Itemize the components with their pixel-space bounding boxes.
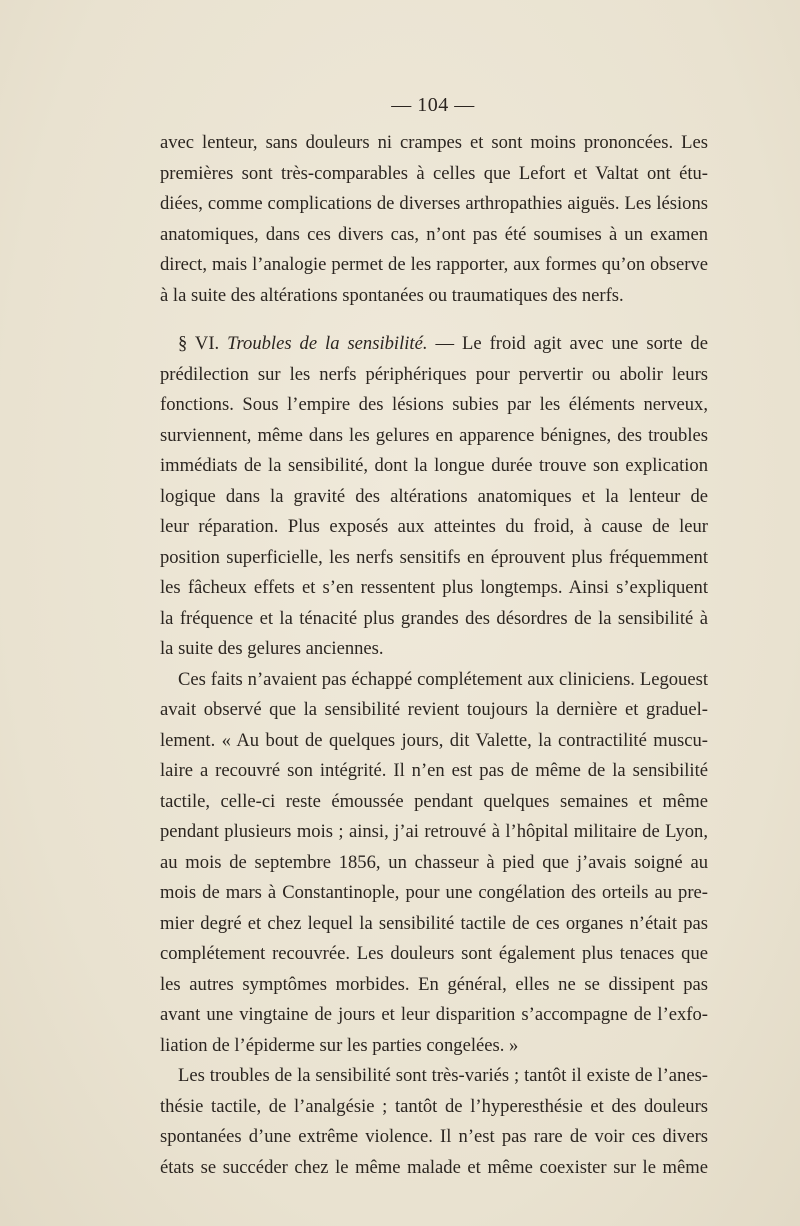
text-line: la fréquence et la ténacité plus grandes des désordres de la sensibilité à — [160, 607, 708, 629]
paragraph-4 — [160, 1061, 708, 1183]
text-line: pendant plusieurs mois ; ainsi, j’ai retrouvé à l’hôpital militaire de Lyon, — [160, 821, 708, 842]
paragraph-2 — [160, 329, 708, 665]
text-line: spontanées d’une extrême violence. Il n’est pas rare de voir ces divers — [160, 1126, 708, 1147]
section-heading-line — [160, 329, 708, 360]
body-text — [160, 128, 708, 1183]
text-line: thésie tactile, de l’analgésie ; tantôt de l’hyperesthésie et des douleurs — [160, 1095, 708, 1117]
text-line: complétement recouvrée. Les douleurs sont également plus tenaces que — [160, 943, 708, 964]
text-line: mier degré et chez lequel la sensibilité tactile de ces organes n’était pas — [160, 912, 708, 934]
text-line: Les troubles de la sensibilité sont très-variés ; tantôt il existe de l’anes- — [178, 1065, 708, 1086]
text-line: les autres symptômes morbides. En général, elles ne se dissipent pas — [160, 973, 708, 995]
text-line: avant une vingtaine de jours et leur disparition s’accompagne de l’exfo- — [160, 1004, 708, 1025]
text-line: au mois de septembre 1856, un chasseur à pied que j’avais soigné au — [160, 851, 708, 873]
text-line: avait observé que la sensibilité revient toujours la dernière et graduel- — [160, 699, 708, 720]
text-line: à la suite des altérations spontanées ou traumatiques des nerfs. — [160, 284, 624, 306]
text-line: diées, comme complications de diverses arthropathies aiguës. Les lésions — [160, 193, 708, 214]
text-line: premières sont très-comparables à celles que Lefort et Valtat ont étu- — [160, 162, 708, 184]
text-line: Ces faits n’avaient pas échappé complétement aux cliniciens. Legouest — [178, 668, 708, 690]
section-first-line-rest: — Le froid agit avec une sorte de — [435, 333, 708, 354]
paragraph-3 — [160, 665, 708, 1062]
text-line: laire a recouvré son intégrité. Il n’en est pas de même de la sensibilité — [160, 760, 708, 781]
text-line: prédilection sur les nerfs périphériques pour pervertir ou abolir leurs — [160, 363, 708, 385]
text-line: immédiats de la sensibilité, dont la longue durée trouve son explication — [160, 455, 708, 476]
section-title: Troubles de la sensibilité. — [227, 333, 428, 354]
text-line: la suite des gelures anciennes. — [160, 638, 384, 659]
text-line: surviennent, même dans les gelures en apparence bénignes, des troubles — [160, 424, 708, 446]
text-line: états se succéder chez le même malade et même coexister sur le même — [160, 1156, 708, 1178]
text-line: liation de l’épiderme sur les parties congelées. » — [160, 1034, 519, 1056]
text-line: direct, mais l’analogie permet de les rapporter, aux formes qu’on observe — [160, 254, 708, 275]
text-line: position superficielle, les nerfs sensitifs en éprouvent plus fréquemment — [160, 546, 708, 568]
text-line: lement. « Au bout de quelques jours, dit Valette, la contractilité muscu- — [160, 729, 708, 751]
text-line: fonctions. Sous l’empire des lésions subies par les éléments nerveux, — [160, 394, 708, 415]
text-line: avec lenteur, sans douleurs ni crampes et sont moins prononcées. Les — [160, 132, 708, 153]
text-line: mois de mars à Constantinople, pour une congélation des orteils au pre- — [160, 882, 708, 903]
section-label: § VI. — [178, 333, 220, 354]
text-line: anatomiques, dans ces divers cas, n’ont pas été soumises à un examen — [160, 223, 708, 245]
text-line: les fâcheux effets et s’en ressentent plus longtemps. Ainsi s’expliquent — [160, 577, 708, 598]
text-line: logique dans la gravité des altérations anatomiques et la lenteur de — [160, 485, 708, 507]
page-number: — 104 — — [391, 94, 475, 116]
paragraph-1 — [160, 128, 708, 311]
text-line: tactile, celle-ci reste émoussée pendant quelques semaines et même — [160, 790, 708, 812]
text-line: leur réparation. Plus exposés aux atteintes du froid, à cause de leur — [160, 516, 708, 537]
